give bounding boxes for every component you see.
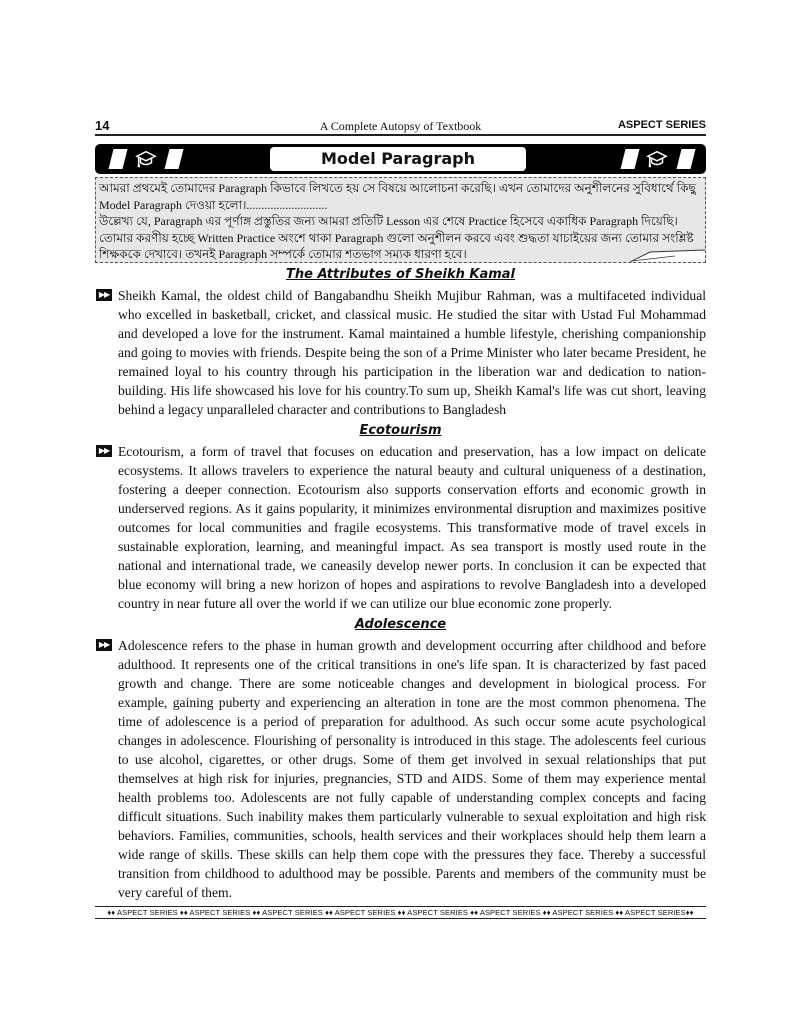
paragraph-text: Sheikh Kamal, the oldest child of Bangabandhu Sheikh Mujibur Rahman, was a multifaceted individual who excelled in basketball, cricket, and classical music. He studied the sitar with Ustad Ful Mohammad and developed a love for the instrument. Kamal maintained a humble lifestyle, cherishing companionship and going to movies with friends. Despite being the son of a Prime Minister who later became President, he remained loyal to his country through his participation in the liberation war and dedication to nation-building. His life showcased his love for his country.To sum up, Sheikh Kamal's life was cut short, leaving behind a legacy unparalleled character and contributions to Bangladesh — [118, 288, 706, 417]
banner-title: Model Paragraph — [270, 147, 526, 171]
section-paragraph — [95, 442, 706, 613]
note-line: উল্লেখ্য যে, Paragraph এর পূর্ণাঙ্গ প্রস্তুতির জন্য আমরা প্রতিটি Lesson এর শেষে Practice হিসেবে একাধিক Paragraph দিয়েছি। — [99, 214, 678, 228]
banner-stripe — [109, 149, 128, 169]
section-paragraph — [95, 286, 706, 419]
page-curl-decoration — [630, 248, 705, 262]
fast-forward-icon: ▶▶ — [96, 445, 112, 457]
instruction-note — [95, 177, 706, 263]
section-title: Adolescence — [354, 617, 447, 632]
graduation-cap-icon — [135, 148, 157, 170]
section-title: Ecotourism — [359, 423, 442, 438]
book-title: A Complete Autopsy of Textbook — [319, 119, 482, 133]
note-line: আমরা প্রথমেই তোমাদের Paragraph কিভাবে লিখতে হয় সে বিষয়ে আলোচনা করেছি। এখন তোমাদের অনুশীলনের সুবিধার্থে কিছু — [99, 181, 696, 195]
banner-stripe — [165, 149, 184, 169]
fast-forward-icon: ▶▶ — [96, 289, 112, 301]
fast-forward-icon: ▶▶ — [96, 639, 112, 651]
section-title: The Attributes of Sheikh Kamal — [285, 267, 516, 282]
paragraph-text: Adolescence refers to the phase in human growth and development occurring after childhood and before adulthood. It represents one of the critical transitions in one's life span. It is characterized by fast paced growth and change. There are some noticeable changes and development in biological process. For example, gaining puberty and experiencing an alteration in tone are the most common phenomena. The time of adolescence is a period of preparation for adulthood. As such occur some acute psychological changes in adolescence. Flourishing of personality is introduced in this stage. The adolescents feel curious to use alcohol, cigarettes, or other drugs. Some of them get involved in sexual relationships that put themselves at high risk for injuries, pregnancies, STD and AIDS. Some of them may experience mental health problems too. Adolescents are not fully capable of understanding complex concepts and facing difficult situations. Such inability makes them particularly vulnerable to sexual exploitation and high risk behaviors. Families, communities, schools, health services and their workplaces should help them learn a wide range of skills. These skills can help them cope with the pressures they face. Thereby a successful transition from childhood to adulthood may be possible. Parents and members of the community must be very careful of them. — [118, 638, 706, 900]
footer-series-strip: ♦♦ ASPECT SERIES ♦♦ ASPECT SERIES ♦♦ ASPECT SERIES ♦♦ ASPECT SERIES ♦♦ ASPECT SERIES ♦♦ ASPECT SERIES ♦♦ ASPECT SERIES ♦♦ ASPECT SERIES♦♦ — [95, 907, 706, 919]
page-number: 14 — [95, 118, 110, 133]
running-header — [95, 118, 706, 136]
series-name: ASPECT SERIES — [617, 119, 706, 131]
section-paragraph — [95, 636, 706, 902]
textbook-page — [95, 118, 706, 919]
note-line: তোমার করণীয় হচ্ছে Written Practice অংশে থাকা Paragraph গুলো অনুশীলন করবে এবং শুদ্ধতা যাচাইয়ের জন্য তোমার সংশ্লিষ্ট — [99, 230, 694, 245]
banner-stripe — [621, 149, 640, 169]
paragraph-text: Ecotourism, a form of travel that focuses on education and preservation, has a low impact on delicate ecosystems. It allows travelers to experience the natural beauty and cultural uniqueness of a destination, fostering a deeper connection. Ecotourism also supports conservation efforts and economic growth in underserved regions. As it gains popularity, it minimizes environmental disruption and maximizes positive outcomes for local communities and fragile ecosystems. This transformative mode of travel excels in sustainable exploration, learning, and meaningful impact. As sea transport is mostly used route in the national and international trade, we caneasily develop newer ports. In conclusion it can be expected that blue economy will bring a new horizon of hopes and aspirations to revolve Bangladesh into a developed country in near future all over the world if we can utilize our blue economic zone properly. — [118, 444, 706, 611]
graduation-cap-icon — [646, 148, 668, 170]
banner-stripe — [677, 149, 696, 169]
note-line: Model Paragraph দেওয়া হলো।........................... — [99, 197, 328, 212]
note-line: শিক্ষককে দেখাবে। তখনই Paragraph সম্পর্কে তোমার শতভাগ সম্যক ধারণা হবে। — [99, 247, 467, 261]
model-paragraph-banner — [95, 144, 706, 174]
